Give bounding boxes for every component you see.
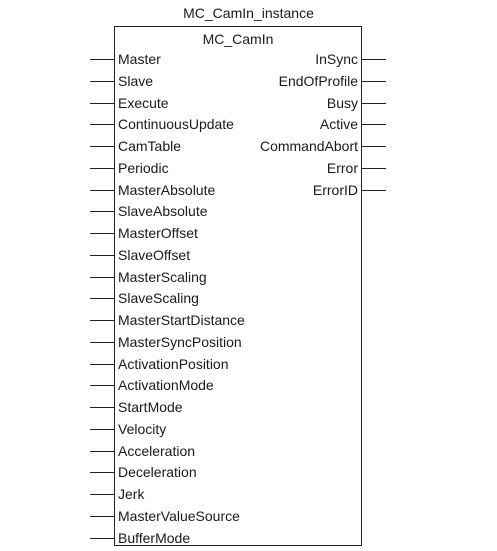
connector-line <box>90 494 114 495</box>
input-pin-label: ActivationMode <box>118 377 214 394</box>
connector-line <box>90 472 114 473</box>
input-pin-label: Periodic <box>118 159 169 176</box>
connector-line <box>90 103 114 104</box>
connector-line <box>90 81 114 82</box>
input-pin <box>90 311 270 329</box>
connector-line <box>90 233 114 234</box>
connector-line <box>362 103 386 104</box>
connector-line <box>90 255 114 256</box>
input-pin-label: Jerk <box>118 486 145 502</box>
input-pin-label: Deceleration <box>118 464 197 481</box>
input-pin-label: Velocity <box>118 420 167 437</box>
input-pin <box>90 333 270 351</box>
input-pin-label: SlaveAbsolute <box>118 203 208 220</box>
input-pin <box>90 224 270 242</box>
output-pin <box>200 159 386 177</box>
connector-line <box>90 298 114 299</box>
connector-line <box>90 516 114 517</box>
input-pin-label: SlaveScaling <box>118 290 199 307</box>
connector-line <box>90 407 114 408</box>
input-pin <box>90 485 270 503</box>
connector-line <box>90 320 114 321</box>
input-pin-label: MasterOffset <box>118 225 198 241</box>
input-pin-label: MasterScaling <box>118 268 207 285</box>
input-pin-label: Slave <box>118 72 154 89</box>
connector-line <box>362 124 386 125</box>
input-pin-label: BufferMode <box>118 529 191 546</box>
connector-line <box>90 146 114 147</box>
input-pin <box>90 376 270 394</box>
connector-line <box>90 385 114 386</box>
connector-line <box>362 168 386 169</box>
connector-line <box>90 538 114 539</box>
input-pin <box>90 507 270 525</box>
connector-line <box>90 124 114 125</box>
connector-line <box>362 81 386 82</box>
input-pin-label: MasterSyncPosition <box>118 333 242 350</box>
input-pin-label: MasterValueSource <box>118 507 240 524</box>
connector-line <box>90 168 114 169</box>
input-pin-label: ContinuousUpdate <box>118 116 234 133</box>
connector-line <box>362 146 386 147</box>
output-pin-label: Busy <box>326 94 358 111</box>
connector-line <box>90 190 114 191</box>
input-pin-label: Master <box>118 51 161 67</box>
input-pin-label: MasterAbsolute <box>118 181 216 198</box>
input-pin <box>90 420 270 438</box>
connector-line <box>90 59 114 60</box>
input-pin <box>90 463 270 481</box>
output-pin <box>200 115 386 133</box>
connector-line <box>90 364 114 365</box>
connector-line <box>362 59 386 60</box>
input-pin-label: CamTable <box>118 138 182 154</box>
output-pin <box>200 50 386 68</box>
connector-line <box>90 429 114 430</box>
input-pin <box>90 442 270 460</box>
input-pin-label: SlaveOffset <box>118 246 191 263</box>
output-pin-label: EndOfProfile <box>278 72 358 89</box>
output-pin <box>200 181 386 199</box>
input-pin <box>90 202 270 220</box>
instance-name: MC_CamIn_instance <box>183 5 314 21</box>
input-pin <box>90 529 270 547</box>
input-pin-label: Acceleration <box>118 442 196 459</box>
connector-line <box>90 277 114 278</box>
connector-line <box>90 342 114 343</box>
input-pin <box>90 268 270 286</box>
output-pin-label: ErrorID <box>312 181 358 198</box>
input-pin-label: MasterStartDistance <box>118 312 245 328</box>
function-block-type: MC_CamIn <box>202 31 274 47</box>
input-pin-label: ActivationPosition <box>118 355 229 372</box>
output-pin-label: CommandAbort <box>259 138 358 154</box>
output-pin-label: InSync <box>315 51 358 67</box>
input-pin <box>90 355 270 373</box>
input-pin-label: Execute <box>118 94 169 111</box>
input-pin <box>90 398 270 416</box>
connector-line <box>362 190 386 191</box>
output-pin <box>200 94 386 112</box>
connector-line <box>90 451 114 452</box>
input-pin <box>90 246 270 264</box>
output-pin <box>200 72 386 90</box>
input-pin-label: StartMode <box>118 399 183 415</box>
output-pin <box>200 137 386 155</box>
input-pin <box>90 289 270 307</box>
output-pin-label: Error <box>326 159 358 176</box>
connector-line <box>90 211 114 212</box>
output-pin-label: Active <box>319 116 358 133</box>
